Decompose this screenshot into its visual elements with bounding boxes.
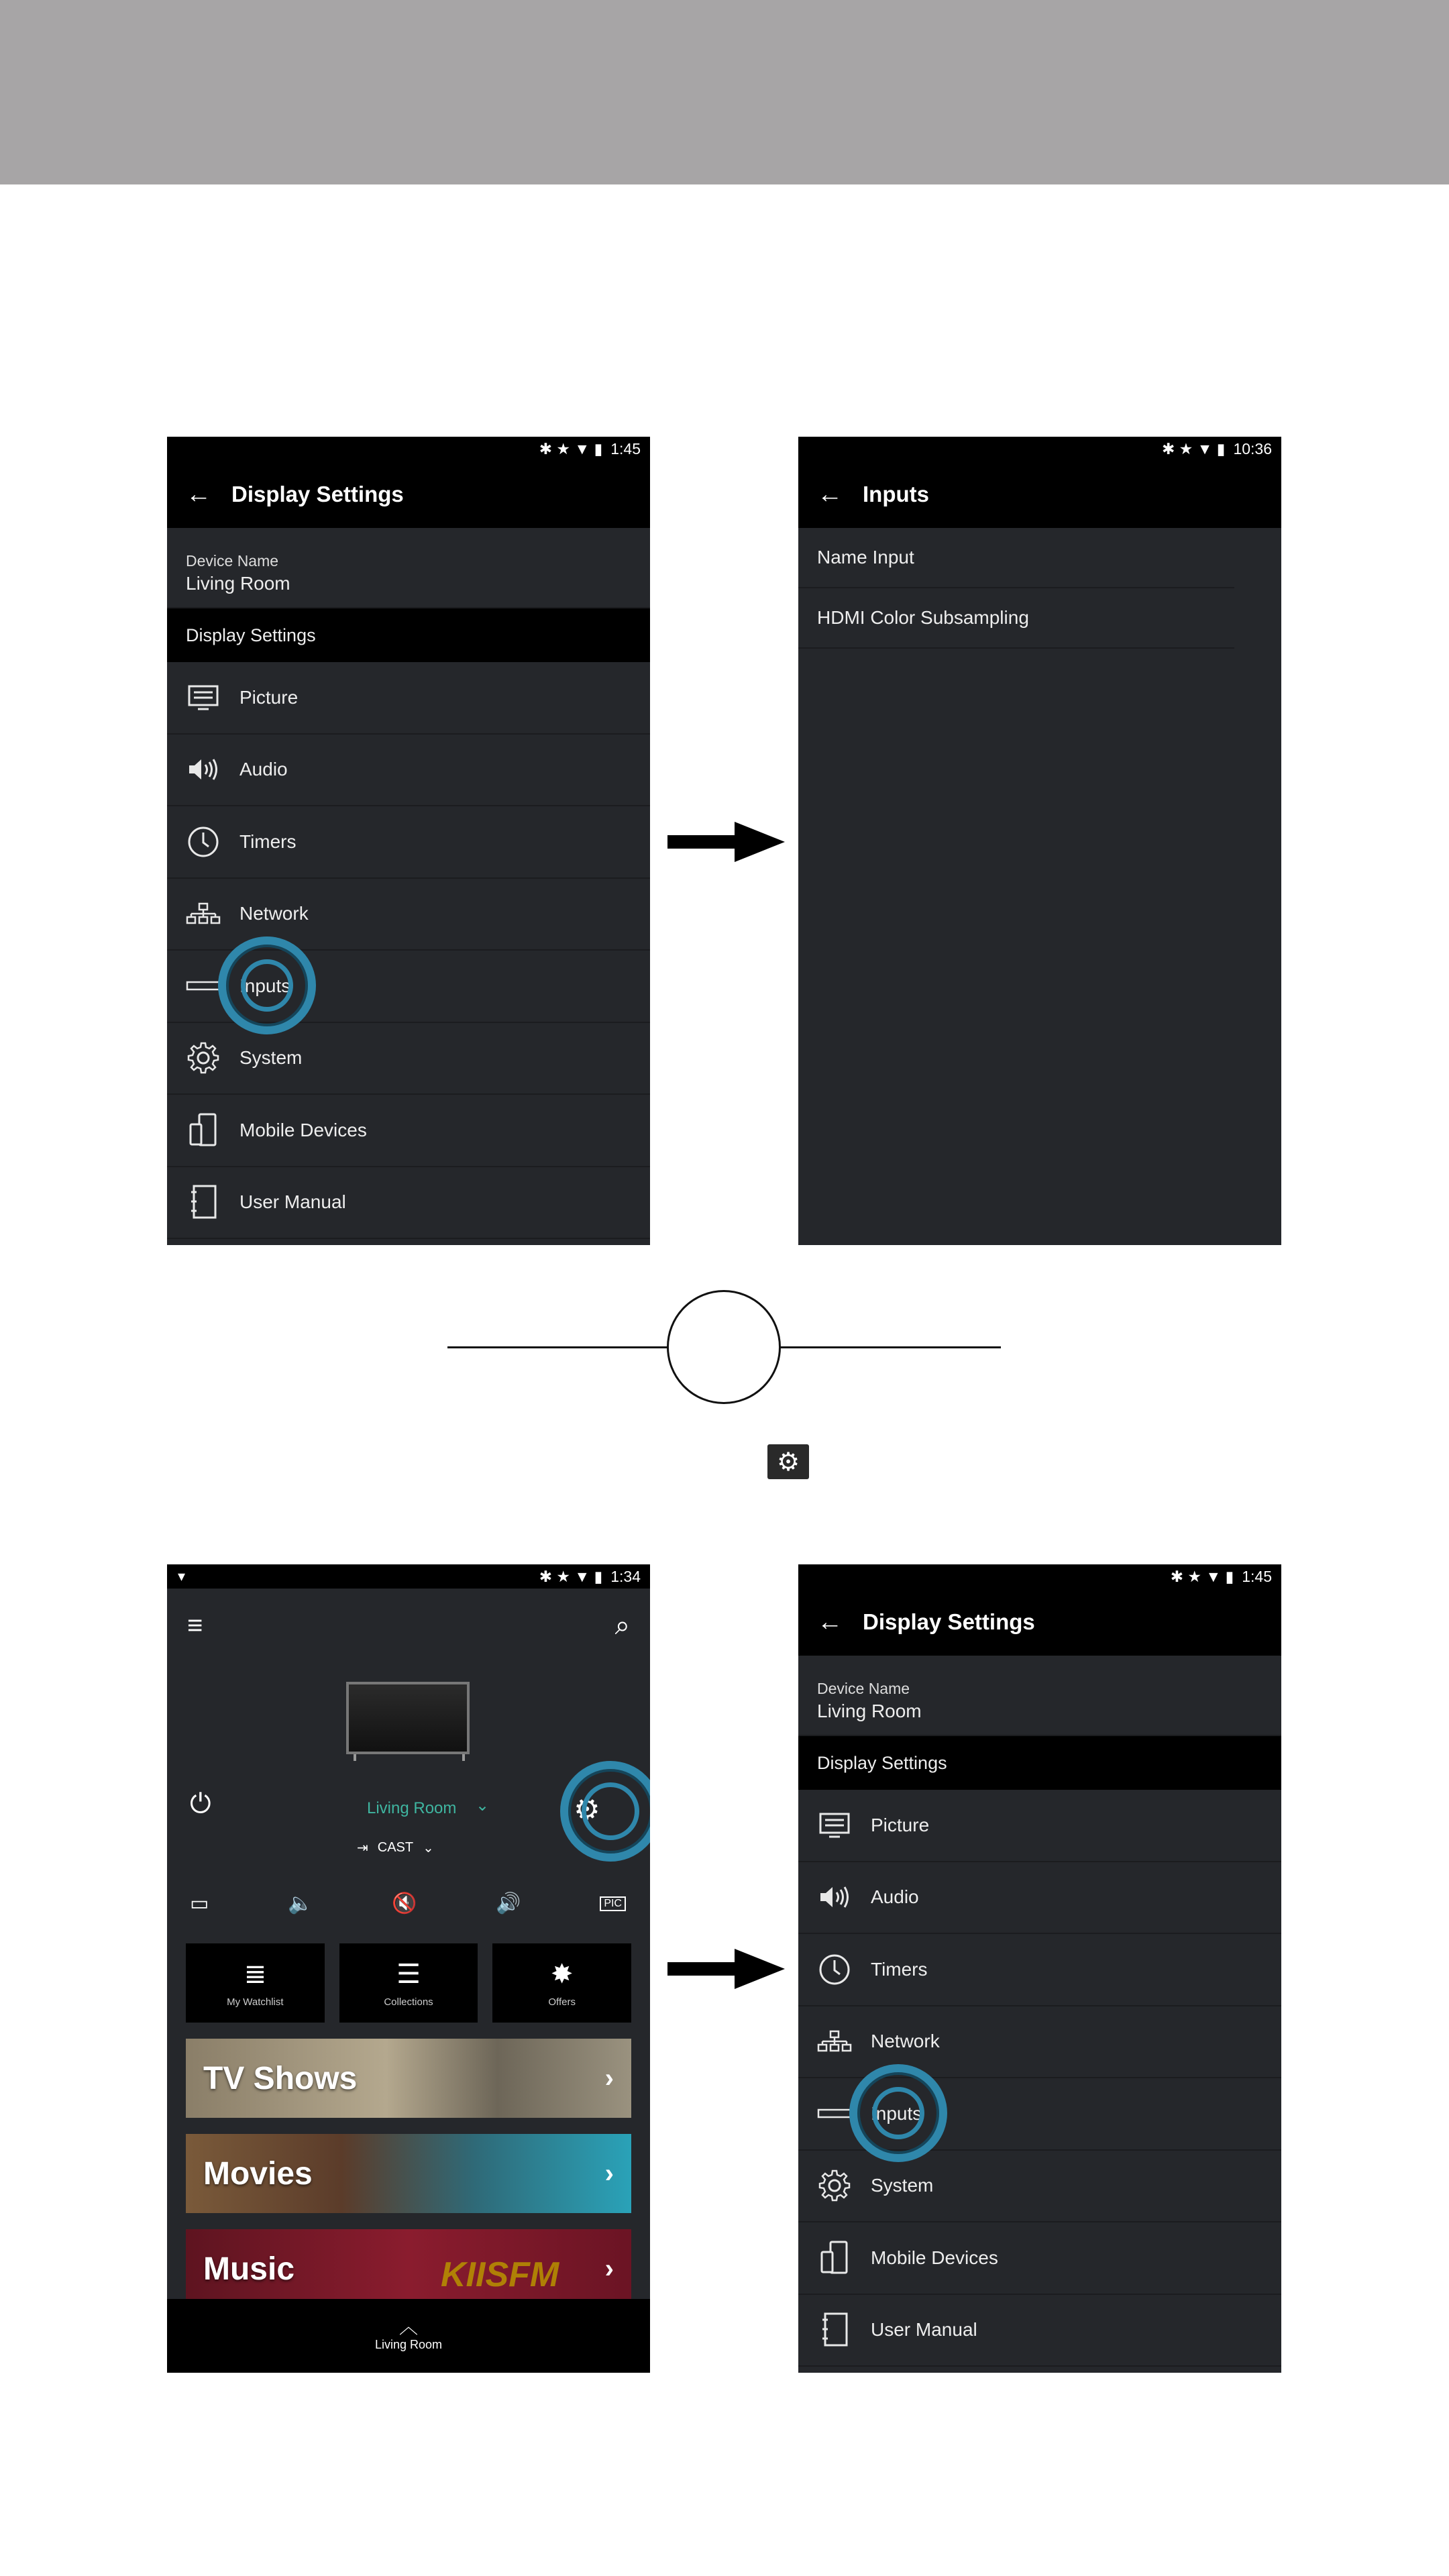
menu-item-label: Audio [239, 759, 288, 780]
menu-item-mobile-devices[interactable] [167, 1095, 650, 1167]
clock-icon [167, 825, 239, 859]
gear-icon [167, 1041, 239, 1075]
aspect-ratio-icon[interactable]: ▭ [190, 1892, 209, 1915]
device-name-row[interactable] [798, 1656, 1281, 1736]
device-name-label: Device Name [817, 1680, 910, 1697]
kiisfm-logo: KIISFM [441, 2255, 559, 2294]
menu-item-label: User Manual [871, 2319, 977, 2341]
menu-item-label: Picture [239, 686, 299, 708]
back-arrow-icon[interactable]: ← [817, 480, 843, 508]
tv-leg-right [462, 1754, 465, 1761]
app-bar [798, 461, 1281, 528]
menu-item-system[interactable] [167, 1023, 650, 1095]
picture-icon [167, 684, 239, 711]
menu-item-label: User Manual [239, 1191, 346, 1213]
tile-row [186, 1943, 631, 2023]
status-icons: ✱ ★ ▼ ▮ [1161, 439, 1226, 458]
menu-item-label: Timers [239, 830, 297, 852]
menu-item-label: System [871, 2175, 934, 2196]
tap-highlight-ring [218, 936, 316, 1034]
banner-tv-shows[interactable] [186, 2039, 631, 2118]
back-arrow-icon[interactable]: ← [817, 1607, 843, 1636]
status-time: 1:45 [1242, 1567, 1272, 1585]
menu-item-label: Inputs [871, 2102, 922, 2124]
cast-label: CAST [377, 1840, 414, 1855]
header-band [0, 0, 1449, 184]
volume-down-icon[interactable]: 🔈 [288, 1892, 313, 1915]
collections-icon: ☰ [396, 1959, 421, 1989]
tile-offers[interactable] [492, 1943, 631, 2023]
tile-label: Offers [548, 1996, 576, 2008]
manual-icon [798, 2312, 871, 2348]
page-title: Display Settings [863, 1609, 1035, 1634]
tile-my-watchlist[interactable] [186, 1943, 325, 2023]
tile-label: Collections [384, 1996, 433, 2008]
menu-item-audio[interactable] [167, 735, 650, 807]
device-name-label: Device Name [186, 552, 279, 570]
picture-icon [798, 1812, 871, 1839]
banner-title: TV Shows [203, 2060, 358, 2096]
status-time: 1:34 [610, 1567, 641, 1585]
app-bar [167, 461, 650, 528]
bottom-device-label: Living Room [374, 2337, 443, 2351]
divider-line-left [447, 1346, 669, 1348]
clock-icon [798, 1953, 871, 1986]
banner-title: Movies [203, 2155, 313, 2192]
section-header: Display Settings [798, 1736, 1281, 1790]
tile-collections[interactable] [339, 1943, 478, 2023]
chevron-up-icon: ︿ [398, 2316, 418, 2337]
pic-icon[interactable]: PIC [600, 1896, 626, 1911]
tile-label: My Watchlist [227, 1996, 284, 2008]
status-bar [167, 437, 650, 461]
status-icons: ✱ ★ ▼ ▮ [539, 1567, 603, 1585]
tv-image [346, 1682, 470, 1754]
device-name-row[interactable] [167, 528, 650, 608]
manual-icon [167, 1184, 239, 1220]
menu-item-timers[interactable] [798, 1934, 1281, 2006]
menu-item-timers[interactable] [167, 806, 650, 879]
menu-item-label: Inputs [239, 975, 291, 996]
hamburger-menu-icon[interactable]: ≡ [187, 1610, 203, 1640]
notification-icon: ▾ [178, 1568, 186, 1585]
mobile-devices-icon [167, 1112, 239, 1148]
menu-item-user-manual[interactable] [798, 2295, 1281, 2367]
menu-item-label: Mobile Devices [871, 2247, 998, 2268]
inputs-screen [798, 437, 1281, 1245]
divider-line-right [780, 1346, 1001, 1348]
remote-toolbar [167, 1589, 650, 1662]
device-select[interactable]: Living Room [367, 1799, 457, 1817]
status-icons: ✱ ★ ▼ ▮ [539, 439, 603, 458]
menu-item-mobile-devices[interactable] [798, 2222, 1281, 2295]
menu-item-name-input[interactable]: Name Input [798, 528, 1234, 588]
power-icon[interactable]: ⏻ [190, 1789, 211, 1819]
remote-bottom-bar[interactable] [167, 2299, 650, 2373]
tap-highlight-ring [849, 2064, 947, 2162]
device-name-value: Living Room [817, 1701, 922, 1721]
banner-movies[interactable] [186, 2134, 631, 2213]
settings-gear-icon: ⚙ [767, 1444, 809, 1479]
remote-screen [167, 1564, 650, 2373]
tap-highlight-ring [560, 1761, 650, 1862]
chevron-down-icon[interactable]: ⌄ [476, 1796, 490, 1815]
status-time: 10:36 [1233, 439, 1272, 458]
chevron-right-icon: › [604, 2253, 614, 2284]
menu-item-label: System [239, 1047, 303, 1069]
section-header: Display Settings [167, 608, 650, 662]
gear-icon [798, 2169, 871, 2202]
remote-controls [190, 1892, 626, 1915]
status-bar [798, 437, 1281, 461]
tv-leg-left [354, 1754, 356, 1761]
banner-music[interactable] [186, 2229, 631, 2308]
network-icon [167, 902, 239, 926]
display-settings-screen [167, 437, 650, 1245]
audio-icon [167, 756, 239, 783]
menu-item-label: Audio [871, 1886, 919, 1908]
audio-icon [798, 1884, 871, 1911]
chevron-down-icon: ⌄ [423, 1841, 434, 1856]
menu-item-hdmi-color-subsampling[interactable]: HDMI Color Subsampling [798, 588, 1234, 649]
right-arrow-icon [667, 1949, 785, 1989]
input-icon: ⇥ [357, 1841, 368, 1856]
page-title: Display Settings [231, 482, 404, 506]
menu-item-system[interactable] [798, 2151, 1281, 2223]
offers-icon: ✸ [550, 1959, 574, 1989]
chevron-right-icon: › [604, 2063, 614, 2093]
status-time: 1:45 [610, 439, 641, 458]
status-icons: ✱ ★ ▼ ▮ [1170, 1567, 1234, 1585]
menu-item-picture[interactable] [167, 662, 650, 735]
chevron-right-icon: › [604, 2158, 614, 2188]
menu-item-network[interactable] [798, 2006, 1281, 2079]
menu-item-network[interactable] [167, 879, 650, 951]
menu-item-label: Network [239, 903, 309, 924]
volume-up-icon[interactable]: 🔊 [496, 1892, 521, 1915]
watchlist-icon: ≣ [244, 1959, 267, 1989]
back-arrow-icon[interactable]: ← [186, 480, 211, 508]
settings-gear-icon[interactable]: ⚙ [574, 1793, 600, 1826]
display-settings-screen-2 [798, 1564, 1281, 2373]
banner-title: Music [203, 2251, 295, 2287]
status-bar [798, 1564, 1281, 1589]
status-bar [167, 1564, 650, 1589]
menu-item-user-manual[interactable] [167, 1167, 650, 1240]
search-icon[interactable]: ⌕ [614, 1610, 630, 1640]
mute-icon[interactable]: 🔇 [392, 1892, 417, 1915]
menu-item-label: Network [871, 2031, 940, 2052]
menu-item-picture[interactable] [798, 1790, 1281, 1862]
network-icon [798, 2029, 871, 2053]
app-bar [798, 1589, 1281, 1656]
step-circle [667, 1290, 781, 1404]
right-arrow-icon [667, 822, 785, 862]
device-name-value: Living Room [186, 573, 290, 594]
menu-item-label: Picture [871, 1814, 930, 1835]
mobile-devices-icon [798, 2240, 871, 2276]
menu-item-label: Mobile Devices [239, 1119, 367, 1140]
menu-item-label: Timers [871, 1958, 928, 1980]
menu-item-audio[interactable] [798, 1862, 1281, 1935]
page-title: Inputs [863, 482, 929, 506]
cast-button[interactable] [357, 1839, 434, 1856]
